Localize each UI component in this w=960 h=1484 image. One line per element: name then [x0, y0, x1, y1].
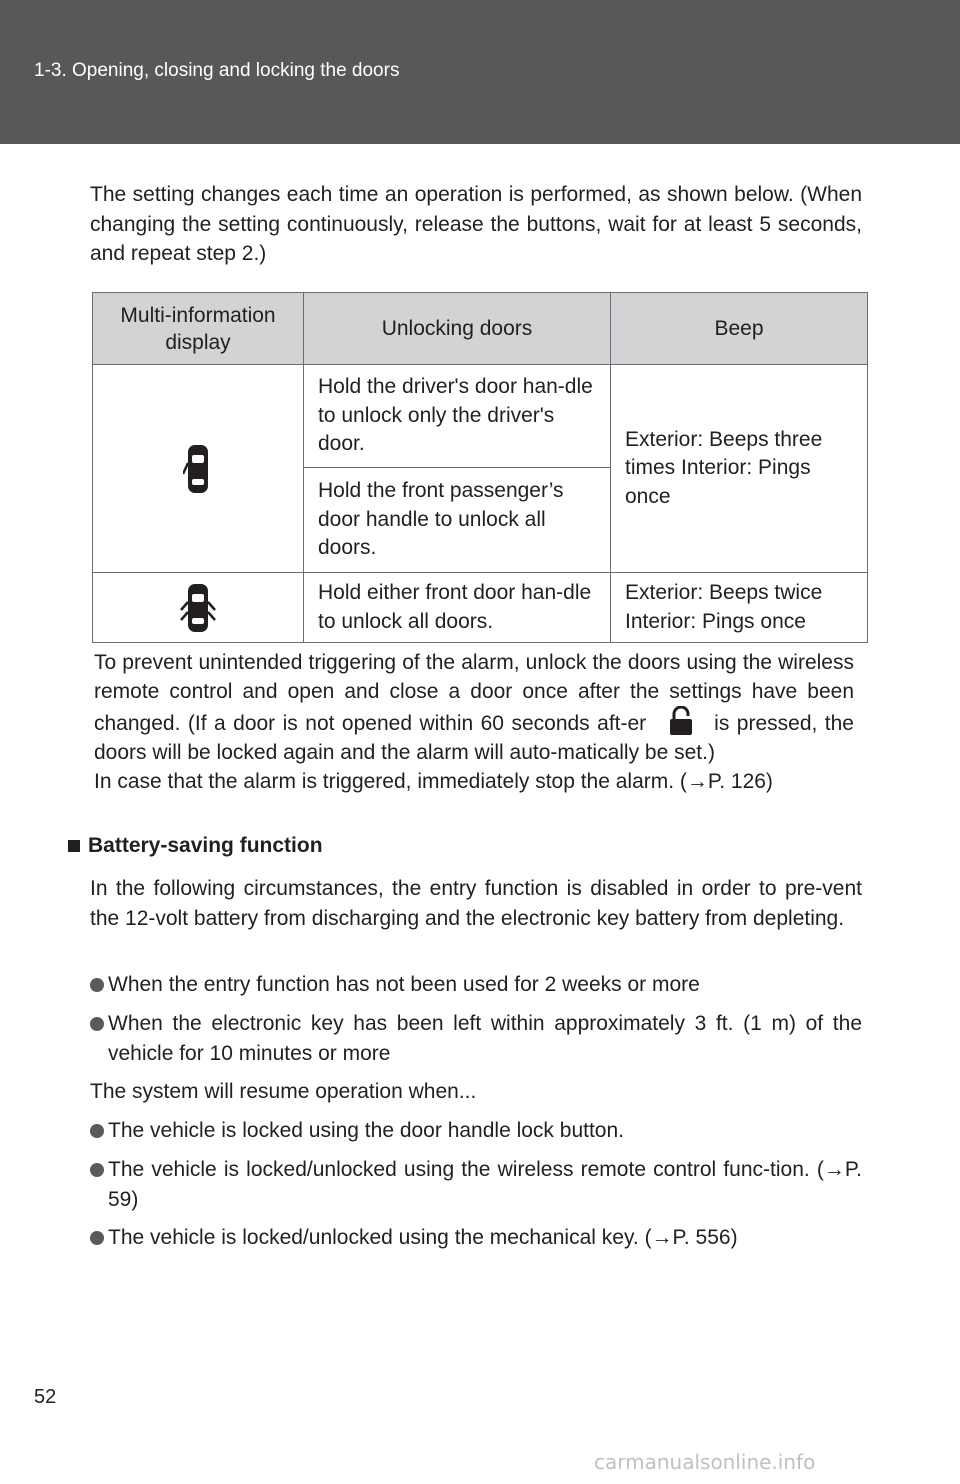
page-header	[0, 0, 960, 144]
unlock-cell-driver: Hold the driver's door han-dle to unlock only the driver's door.	[304, 365, 611, 468]
car-all-doors-icon	[178, 582, 218, 634]
col-header-beep: Beep	[611, 293, 868, 365]
list-item: The vehicle is locked/unlocked using the wireless remote control func-tion. (→P. 59)	[90, 1155, 862, 1214]
alarm-note-line2: In case that the alarm is triggered, immediately stop the alarm. (→P. 126)	[94, 770, 773, 793]
list-item: When the electronic key has been left within approximately 3 ft. (1 m) of the vehicle for 10 minutes or more	[90, 1009, 862, 1068]
bullet-icon	[90, 1124, 104, 1138]
table-header-row	[93, 293, 868, 365]
note-text-before: To prevent unintended triggering of the alarm, unlock the doors using the wireless remote control and open and close a door once after the settings have been changed. (If a door is not opened within 60 seconds aft-er	[94, 651, 854, 735]
section-square-icon	[68, 840, 80, 852]
bullet-icon	[90, 978, 104, 992]
battery-section-title: Battery-saving function	[68, 834, 323, 858]
alarm-note-text	[94, 648, 854, 767]
unlock-cell-passenger: Hold the front passenger’s door handle to unlock all doors.	[304, 468, 611, 573]
alarm-note	[94, 648, 854, 796]
beep-cell-2: Exterior: Beeps twice Interior: Pings once	[611, 573, 868, 643]
display-cell-2	[93, 573, 304, 643]
bullet-icon	[90, 1017, 104, 1031]
list-item: When the entry function has not been used for 2 weeks or more	[90, 970, 862, 1000]
display-cell	[93, 365, 304, 573]
lock-icon	[668, 706, 694, 736]
note-text-after: is pressed, the doors will be locked again and the alarm will auto-matically be set.)	[94, 712, 854, 764]
list-item: The vehicle is locked using the door handle lock button.	[90, 1116, 862, 1146]
section-title-header: 1-3. Opening, closing and locking the doors	[34, 60, 400, 81]
car-driver-door-icon	[183, 443, 213, 495]
settings-table	[92, 292, 868, 643]
page-number: 52	[34, 1386, 57, 1408]
col-header-unlocking: Unlocking doors	[304, 293, 611, 365]
intro-paragraph: The setting changes each time an operation is performed, as shown below. (When changing the setting continuously, release the buttons, wait for at least 5 seconds, and repeat step 2.)	[90, 183, 862, 265]
list-item: The vehicle is locked/unlocked using the mechanical key. (→P. 556)	[90, 1223, 862, 1253]
bullet-icon	[90, 1163, 104, 1177]
beep-cell-1: Exterior: Beeps three times Interior: Pings once	[611, 365, 868, 573]
watermark: carmanualsonline.info	[594, 1450, 816, 1474]
unlock-cell-either: Hold either front door han-dle to unlock all doors.	[304, 573, 611, 643]
table-row	[93, 365, 868, 468]
battery-intro: In the following circumstances, the entry function is disabled in order to pre-vent the 12-volt battery from discharging and the electronic key battery from depleting.	[90, 877, 862, 930]
resume-text: The system will resume operation when...	[90, 1080, 477, 1103]
col-header-display: Multi-information display	[93, 293, 304, 365]
table-row	[93, 573, 868, 643]
bullet-icon	[90, 1231, 104, 1245]
